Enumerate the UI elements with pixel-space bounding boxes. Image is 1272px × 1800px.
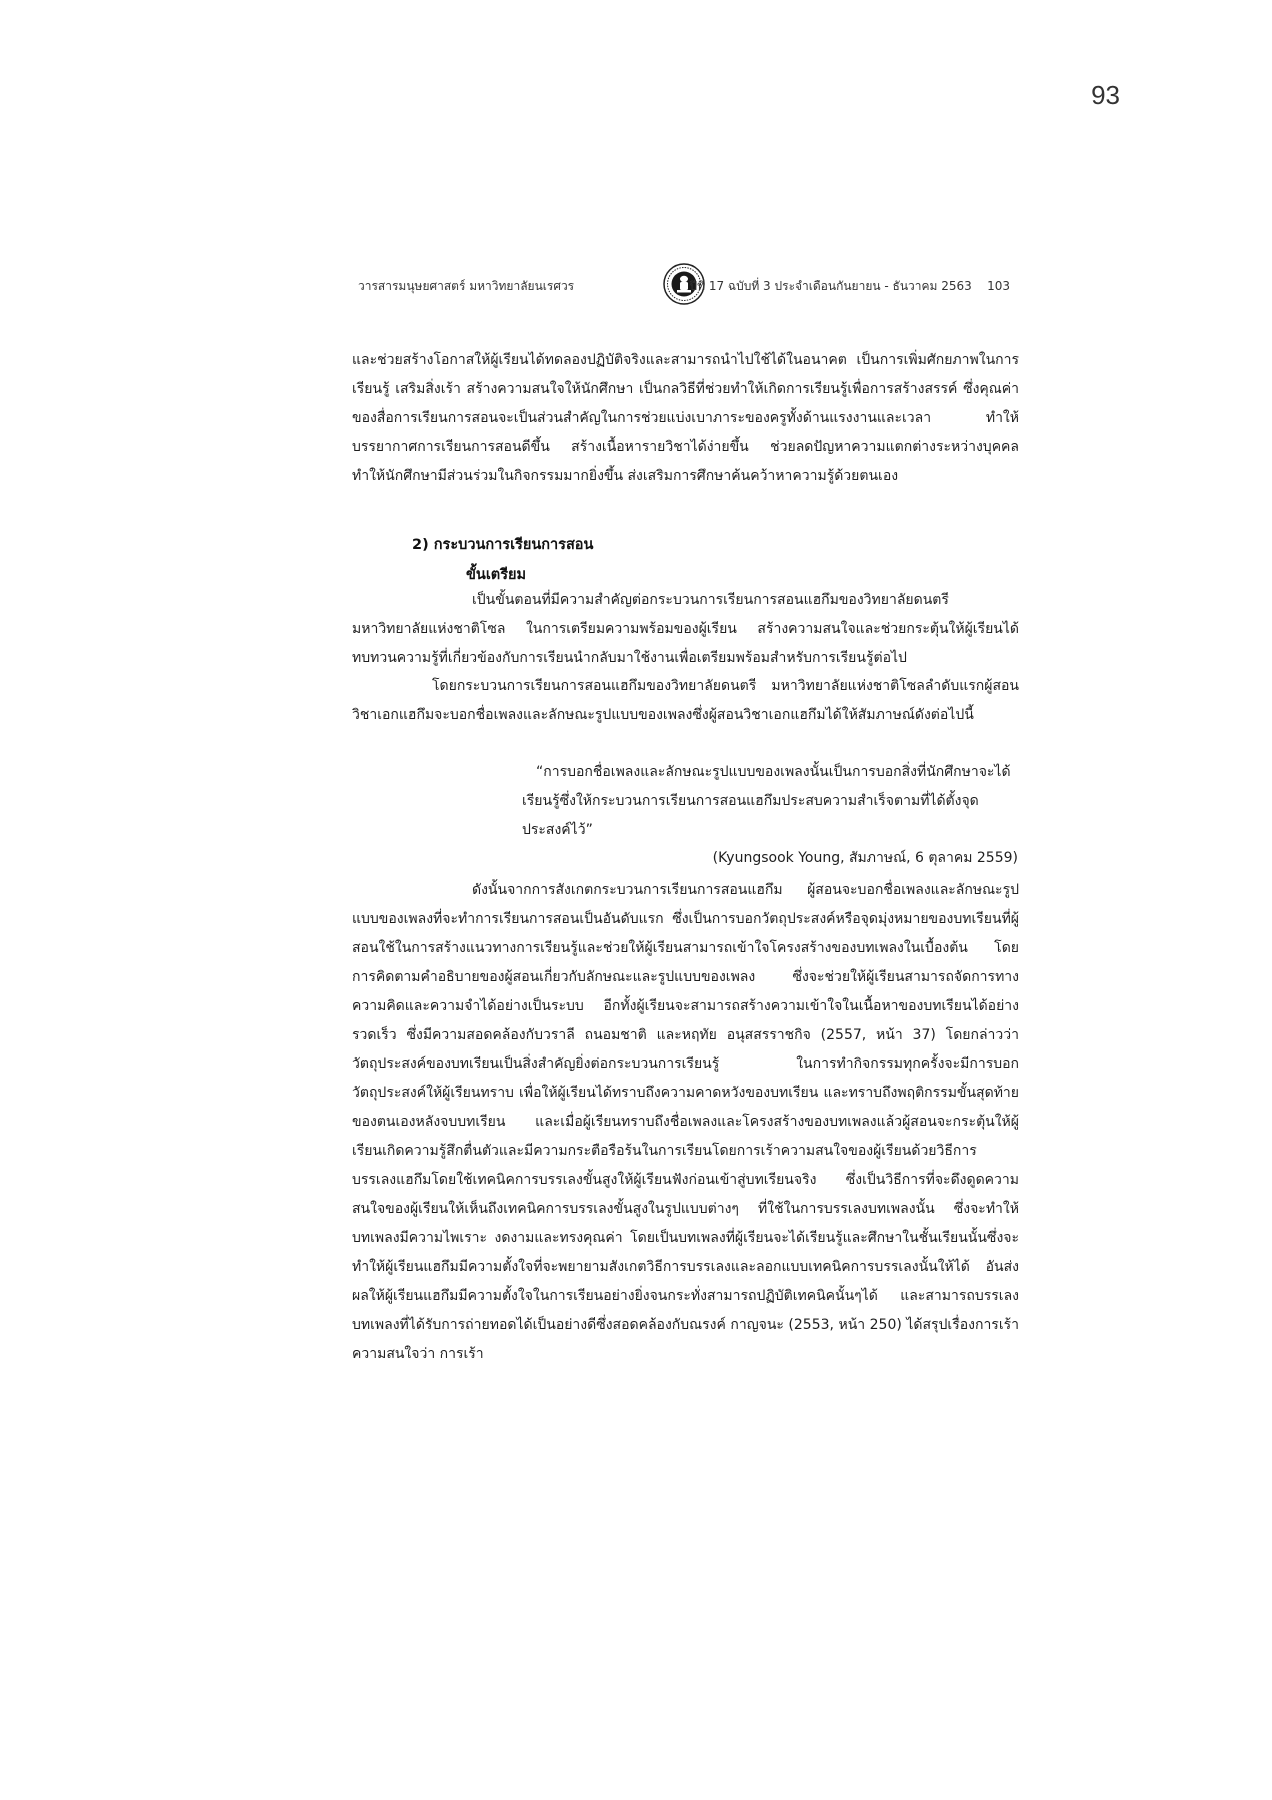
issue-text: ปีที่ 17 ฉบับที่ 3 ประจำเดือนกันยายน - ธันวาคม 2563 xyxy=(689,279,972,293)
issue-info xyxy=(690,277,1011,296)
interview-quote: “การบอกชื่อเพลงและลักษณะรูปแบบของเพลงนั้นเป็นการบอกสิ่งที่นักศึกษาจะได้เรียนรู้ซึ่งให้กระบวนการเรียนการสอนแฮกึมประสบความสำเร็จตามที่ได้ตั้งจุดประสงค์ไว้” xyxy=(522,764,1011,838)
running-header xyxy=(358,263,1018,307)
section-heading: 2) กระบวนการเรียนการสอน xyxy=(412,537,594,553)
subsection-heading: ขั้นเตรียม xyxy=(466,567,527,583)
paragraph-3: โดยกระบวนการเรียนการสอนแฮกึมของวิทยาลัยดนตรี มหาวิทยาลัยแห่งชาติโซลลำดับแรกผู้สอนวิชาเอกแฮกึมจะบอกชื่อเพลงและลักษณะรูปแบบของเพลงซึ่งผู้สอนวิชาเอกแฮกึมได้ให้สัมภาษณ์ดังต่อไปนี้ xyxy=(352,678,1019,723)
page-number: 93 xyxy=(1091,80,1120,110)
paragraph-2: เป็นขั้นตอนที่มีความสำคัญต่อกระบวนการเรียนการสอนแฮกึมของวิทยาลัยดนตรี มหาวิทยาลัยแห่งชาติโซล ในการเตรียมความพร้อมของผู้เรียน สร้างความสนใจและช่วยกระตุ้นให้ผู้เรียนได้ทบทวนความรู้ที่เกี่ยวข้องกับการเรียนนำกลับมาใช้งานเพื่อเตรียมพร้อมสำหรับการเรียนรู้ต่อไป xyxy=(352,592,1019,666)
quote-citation: (Kyungsook Young, สัมภาษณ์, 6 ตุลาคม 2559) xyxy=(712,850,1018,866)
journal-title: วารสารมนุษยศาสตร์ มหาวิทยาลัยนเรศวร xyxy=(358,279,575,293)
journal-page-number: 103 xyxy=(987,279,1010,293)
paragraph-4: ดังนั้นจากการสังเกตกระบวนการเรียนการสอนแฮกึม ผู้สอนจะบอกชื่อเพลงและลักษณะรูปแบบของเพลงที่จะทำการเรียนการสอนเป็นอันดับแรก ซึ่งเป็นการบอกวัตถุประสงค์หรือจุดมุ่งหมายของบทเรียนที่ผู้สอนใช้ในการสร้างแนวทางการเรียนรู้และช่วยให้ผู้เรียนสามารถเข้าใจโครงสร้างของบทเพลงในเบื้องต้น โดยการคิดตามคำอธิบายของผู้สอนเกี่ยวกับลักษณะและรูปแบบของเพลง ซึ่งจะช่วยให้ผู้เรียนสามารถจัดการทางความคิดและความจำได้อย่างเป็นระบบ อีกทั้งผู้เรียนจะสามารถสร้างความเข้าใจในเนื้อหาของบทเรียนได้อย่างรวดเร็ว ซึ่งมีความสอดคล้องกับวราลี ถนอมชาติ และหฤทัย อนุสสรราชกิจ (2557, หน้า 37) โดยกล่าวว่า วัตถุประสงค์ของบทเรียนเป็นสิ่งสำคัญยิ่งต่อกระบวนการเรียนรู้ ในการทำกิจกรรมทุกครั้งจะมีการบอกวัตถุประสงค์ให้ผู้เรียนทราบ เพื่อให้ผู้เรียนได้ทราบถึงความคาดหวังของบทเรียน และทราบถึงพฤติกรรมขั้นสุดท้ายของตนเองหลังจบบทเรียน และเมื่อผู้เรียนทราบถึงชื่อเพลงและโครงสร้างของบทเพลงแล้วผู้สอนจะกระตุ้นให้ผู้เรียนเกิดความรู้สึกตื่นตัวและมีความกระตือรือร้นในการเรียนโดยการเร้าความสนใจของผู้เรียนด้วยวิธีการบรรเลงแฮกึมโดยใช้เทคนิคการบรรเลงขั้นสูงให้ผู้เรียนฟังก่อนเข้าสู่บทเรียนจริง ซึ่งเป็นวิธีการที่จะดึงดูดความสนใจของผู้เรียนให้เห็นถึงเทคนิคการบรรเลงขั้นสูงในรูปแบบต่างๆ ที่ใช้ในการบรรเลงบทเพลงนั้น ซึ่งจะทำให้บทเพลงมีความไพเราะ งดงามและทรงคุณค่า โดยเป็นบทเพลงที่ผู้เรียนจะได้เรียนรู้และศึกษาในชั้นเรียนนั้นซึ่งจะทำให้ผู้เรียนแฮกึมมีความตั้งใจที่จะพยายามสังเกตวิธีการบรรเลงและลอกแบบเทคนิคการบรรเลงนั้นให้ได้ อันส่งผลให้ผู้เรียนแฮกึมมีความตั้งใจในการเรียนอย่างยิ่งจนกระทั่งสามารถปฏิบัติเทคนิคนั้นๆได้ และสามารถบรรเลงบทเพลงที่ได้รับการถ่ายทอดได้เป็นอย่างดีซึ่งสอดคล้องกับณรงค์ กาญจนะ (2553, หน้า 250) ได้สรุปเรื่องการเร้าความสนใจว่า การเร้า xyxy=(352,882,1019,1362)
paragraph-1: และช่วยสร้างโอกาสให้ผู้เรียนได้ทดลองปฏิบัติจริงและสามารถนำไปใช้ได้ในอนาคต เป็นการเพิ่มศักยภาพในการเรียนรู้ เสริมสิ่งเร้า สร้างความสนใจให้นักศึกษา เป็นกลวิธีที่ช่วยทำให้เกิดการเรียนรู้เพื่อการสร้างสรรค์ ซึ่งคุณค่าของสื่อการเรียนการสอนจะเป็นส่วนสำคัญในการช่วยแบ่งเบาภาระของครูทั้งด้านแรงงานและเวลา ทำให้บรรยากาศการเรียนการสอนดีขึ้น สร้างเนื้อหารายวิชาได้ง่ายขึ้น ช่วยลดปัญหาความแตกต่างระหว่างบุคคล ทำให้นักศึกษามีส่วนร่วมในกิจกรรมมากยิ่งขึ้น ส่งเสริมการศึกษาค้นคว้าหาความรู้ด้วยตนเอง xyxy=(352,352,1019,484)
